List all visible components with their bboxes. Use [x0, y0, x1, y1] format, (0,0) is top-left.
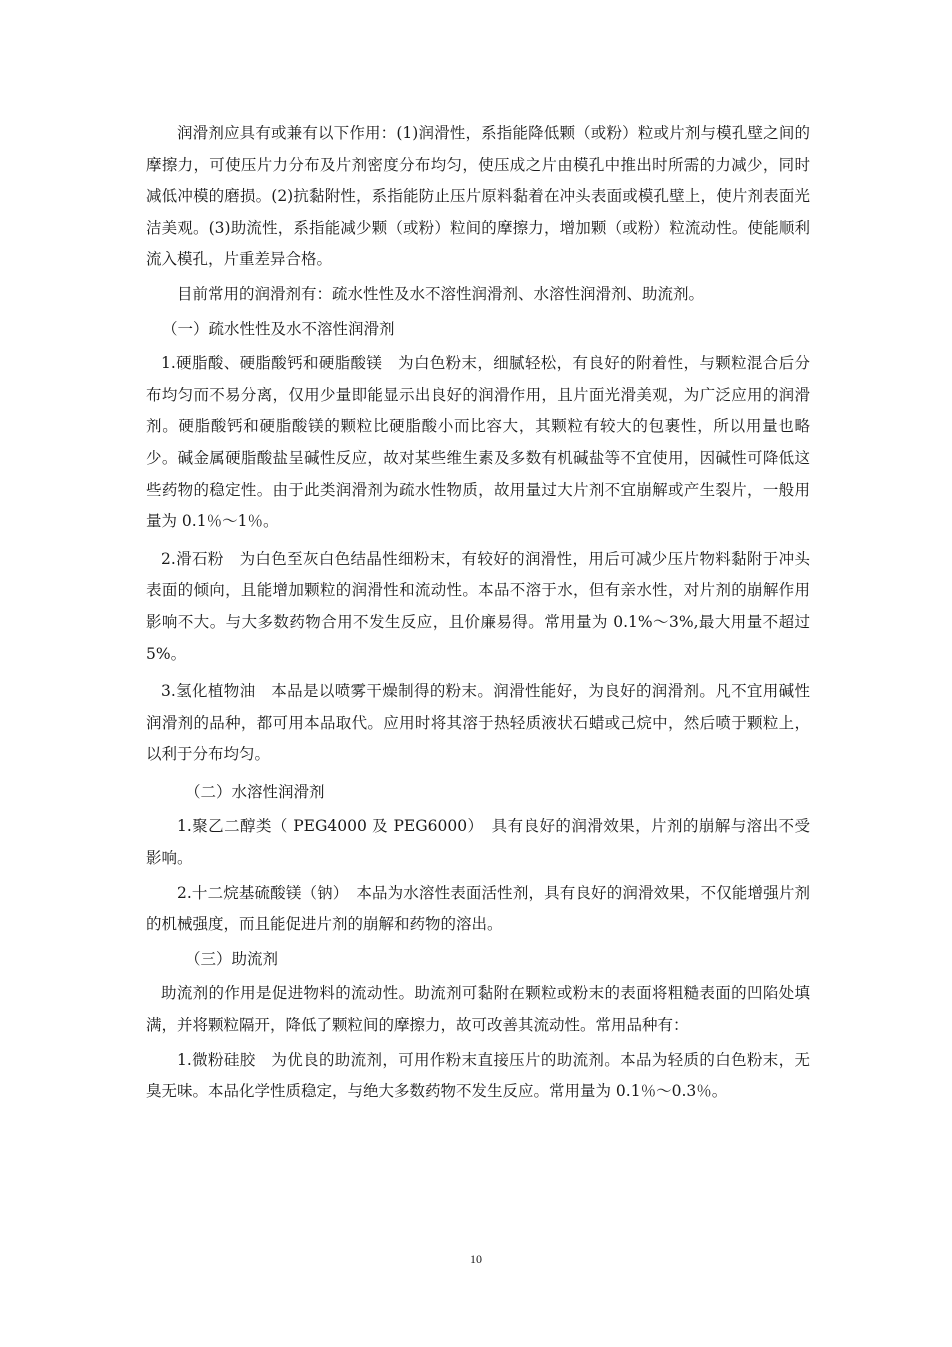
- page-number: 10: [470, 1252, 482, 1266]
- paragraph-silica: 1.微粉硅胶 为优良的助流剂，可用作粉末直接压片的助流剂。本品为轻质的白色粉末，无臭无味。本品化学性质稳定，与绝大多数药物不发生反应。常用量为 0.1％～0.3％。: [146, 1050, 810, 1101]
- paragraph-peg: 1.聚乙二醇类（ PEG4000 及 PEG6000） 具有良好的润滑效果，片剂的崩解与溶出不受影响。: [146, 817, 810, 868]
- section-heading-hydrophobic: （一）疏水性性及水不溶性润滑剂: [162, 319, 395, 338]
- paragraph-talc: 2.滑石粉 为白色至灰白色结晶性细粉末，有较好的润滑性，用后可减少压片物料黏附于冲头表面的倾向，且能增加颗粒的润滑性和流动性。本品不溶于水，但有亲水性，对片剂的崩解作用影响不大。与大多数药物合用不发生反应，且价廉易得。常用量为 0.1%～3%,最大用量不超过 5%。: [146, 549, 810, 663]
- paragraph-stearates: 1.硬脂酸、硬脂酸钙和硬脂酸镁 为白色粉末，细腻轻松，有良好的附着性，与颗粒混合后分布均匀而不易分离，仅用少量即能显示出良好的润滑作用，且片面光滑美观，为广泛应用的润滑剂。硬脂酸钙和硬脂酸镁的颗粒比硬脂酸小而比容大，其颗粒有较大的包裹性，所以用量也略少。碱金属硬脂酸盐呈碱性反应，故对某些维生素及多数有机碱盐等不宜使用，因碱性可降低这些药物的稳定性。由于此类润滑剂为疏水性物质，故用量过大片剂不宜崩解或产生裂片，一般用量为 0.1％～1％。: [146, 354, 810, 531]
- section-heading-water-soluble: （二）水溶性润滑剂: [185, 782, 325, 801]
- paragraph-glidant-role: 助流剂的作用是促进物料的流动性。助流剂可黏附在颗粒或粉末的表面将粗糙表面的凹陷处填满，并将颗粒隔开，降低了颗粒间的摩擦力，故可改善其流动性。常用品种有：: [146, 984, 810, 1035]
- paragraph-lubricant-functions: 润滑剂应具有或兼有以下作用：(1)润滑性，系指能降低颗（或粉）粒或片剂与模孔壁之间的摩擦力，可使压片力分布及片剂密度分布均匀，使压成之片由模孔中推出时所需的力减少，同时减低冲模的磨损。(2)抗黏附性，系指能防止压片原料黏着在冲头表面或模孔壁上，使片剂表面光洁美观。(3)助流性，系指能减少颗（或粉）粒间的摩擦力，增加颗（或粉）粒流动性。使能顺利流入模孔，片重差异合格。: [146, 124, 810, 269]
- paragraph-hydrogenated-oil: 3.氢化植物油 本品是以喷雾干燥制得的粉末。润滑性能好，为良好的润滑剂。凡不宜用碱性润滑剂的品种，都可用本品取代。应用时将其溶于热轻质液状石蜡或己烷中，然后喷于颗粒上，以利于分布均匀。: [146, 682, 810, 764]
- paragraph-sls: 2.十二烷基硫酸镁（钠） 本品为水溶性表面活性剂，具有良好的润滑效果，不仅能增强片剂的机械强度，而且能促进片剂的崩解和药物的溶出。: [146, 883, 810, 934]
- paragraph-common-lubricants: 目前常用的润滑剂有：疏水性性及水不溶性润滑剂、水溶性润滑剂、助流剂。: [177, 284, 705, 303]
- section-heading-glidants: （三）助流剂: [185, 949, 279, 968]
- page-body: [146, 118, 810, 1108]
